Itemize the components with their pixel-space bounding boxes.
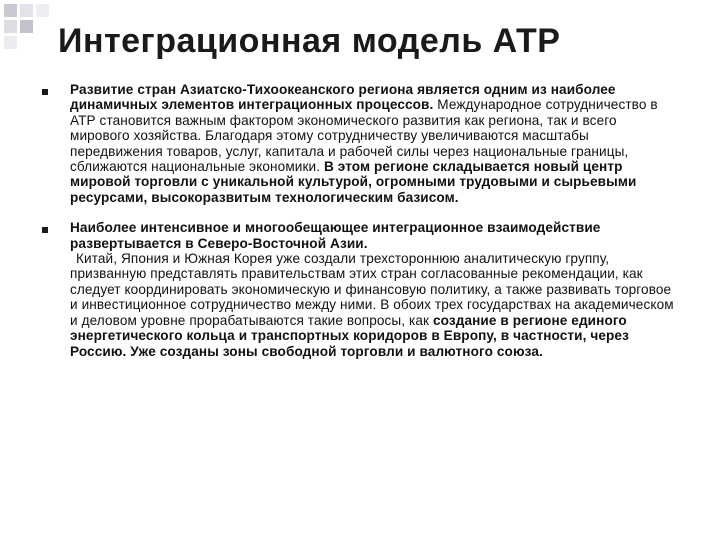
decor-square [20,4,33,17]
page-title: Интеграционная модель АТР [58,22,561,60]
paragraph-lead: Наиболее интенсивное и многообещающее интеграционное взаимодействие развертывается в Северо-Восточной Азии. [70,220,601,251]
paragraph-body: Международное сотрудничество в АТР становится важным фактором экономического развития как региона, так и всего мирового хозяйства. Благодаря этому сотрудничеству увеличиваются масштабы передвижения товаров, услуг, капитала и рабочей силы через национальные границы, сближаются национальные экономики. [70,97,658,175]
decor-square [4,4,17,17]
decor-square [4,20,17,33]
bullet-list [34,82,674,374]
bullet-square-icon [42,89,48,95]
paragraph-lead: Развитие стран Азиатско-Тихоокеанского региона является одним из наиболее динамичных элементов интеграционных процессов. [70,82,616,113]
list-item [34,82,674,205]
paragraph-tail: В этом регионе складывается новый центр мировой торговли с уникальной культурой, огромными трудовыми и сырьевыми ресурсами, высокоразвитым технологическим базисом. [70,159,637,205]
paragraph-body: Китай, Япония и Южная Корея уже создали трехстороннюю аналитическую группу, призванную представлять правительствам этих стран согласованные рекомендации, как следует координировать экономическую и финансовую политику, а также развивать торговое и инвестиционное сотрудничество между ними. В обоих трех государствах на академическом и деловом уровне прорабатываются такие вопросы, как [70,251,674,328]
list-item [34,220,674,359]
paragraph [70,82,674,205]
decor-square [4,36,17,49]
decor-square [20,20,33,33]
corner-decoration [0,0,60,60]
paragraph-tail: создание в регионе единого энергетического кольца и транспортных коридоров в Европу, в частности, через Россию. Уже созданы зоны свободной торговли и валютного союза. [70,312,629,359]
bullet-square-icon [42,227,48,233]
paragraph [70,251,674,359]
decor-square [36,4,49,17]
